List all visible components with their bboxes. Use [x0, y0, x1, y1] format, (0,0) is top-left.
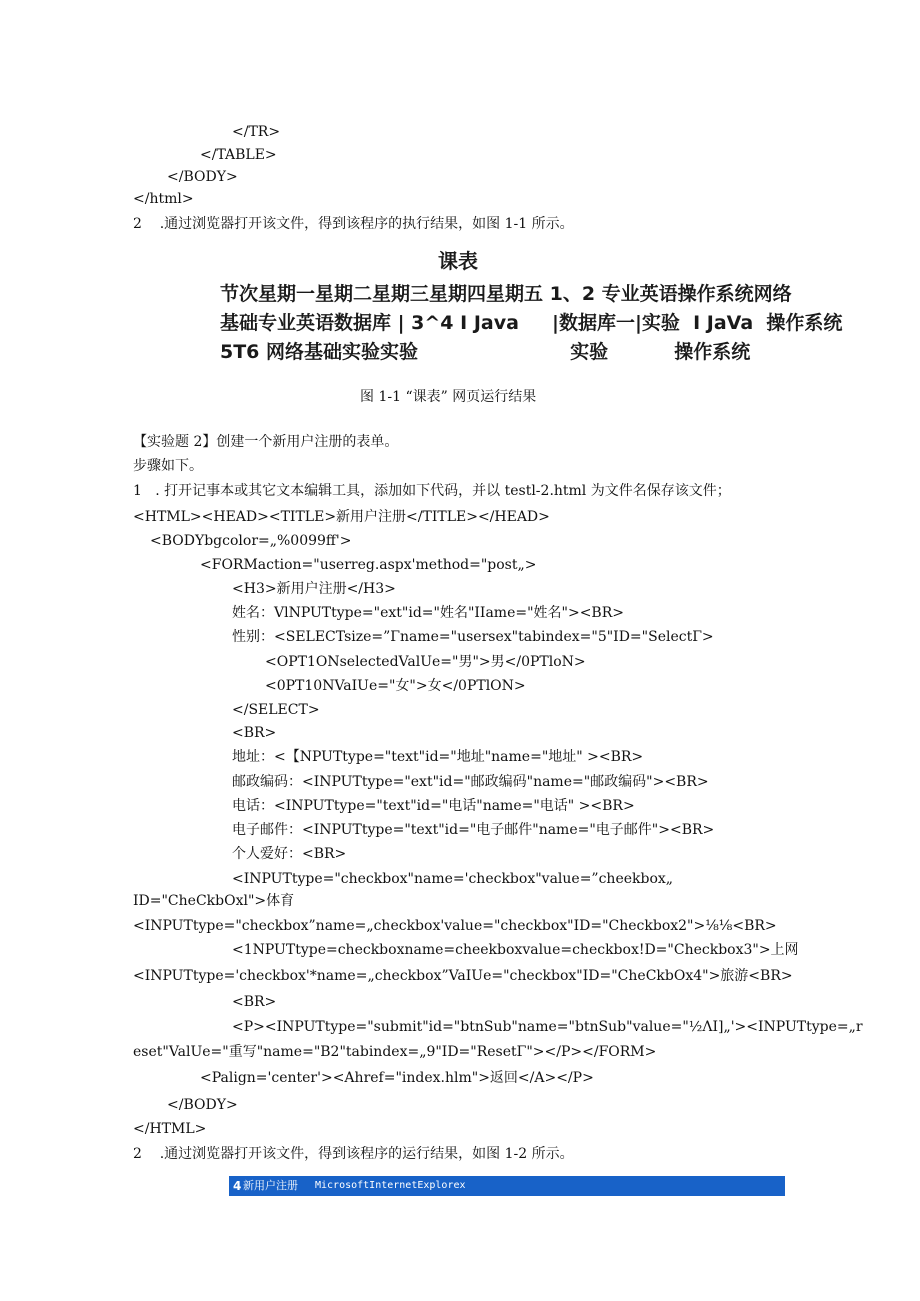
- code-line: <INPUTtype='checkbox'*name=„checkbox”VaIUe="checkbox"ID="CheCkbOx4">旅游<BR>: [133, 968, 793, 984]
- code-line: <HTML><HEAD><TITLE>新用户注册</TITLE></HEAD>: [133, 509, 550, 525]
- browser-window-title: 新用户注册: [243, 1179, 298, 1192]
- code-line: <FORMaction="userreg.aspx'method="post„>: [200, 557, 537, 573]
- ie-window-icon: 4: [233, 1179, 242, 1193]
- code-line: </BODY>: [167, 1097, 238, 1113]
- code-line: <INPUTtype="checkbox”name=„checkbox'value="checkbox"ID="Checkbox2">⅛⅛<BR>: [133, 918, 777, 934]
- code-line: </HTML>: [133, 1121, 207, 1137]
- timetable-row-2: 基础专业英语数据库 | 3^4 I Java |数据库一|实验 I JaVa 操作系统: [220, 312, 843, 334]
- code-line: eset"ValUe="重写"name="B2"tabindex=„9"ID="ResetΓ"></P></FORM>: [133, 1044, 657, 1060]
- step-2-open-browser: 2 .通过浏览器打开该文件，得到该程序的执行结果，如图 1-1 所示。: [133, 216, 574, 232]
- code-line: <OPT1ONselectedValUe="男">男</0PTloN>: [265, 654, 586, 670]
- figure-title: 课表: [438, 249, 478, 273]
- figure-caption: 图 1-1 “课表” 网页运行结果: [360, 389, 537, 405]
- code-line: <BR>: [232, 725, 277, 741]
- code-line: 地址：<【NPUTtype="text"id="地址"name="地址" ><BR>: [232, 749, 644, 765]
- experiment-header: 【实验题 2】创建一个新用户注册的表单。: [133, 434, 399, 450]
- code-line-body-close: </BODY>: [167, 169, 238, 185]
- steps-intro: 步骤如下。: [133, 458, 203, 474]
- step-1-instructions: 1 . 打开记事本或其它文本编辑工具，添加如下代码，并以 testl-2.html 为文件名保存该文件；: [133, 483, 731, 499]
- code-line: <P><INPUTtype="submit"id="btnSub"name="btnSub"value="½ΛI]„'><INPUTtype=„r: [232, 1019, 863, 1035]
- code-line: <0PT10NVaIUe="女">女</0PTlON>: [265, 678, 526, 694]
- code-line: 姓名：VlNPUTtype="ext"id="姓名"IIame="姓名"><BR>: [232, 605, 624, 621]
- browser-app-name: MicrosoftInternetExplorex: [315, 1180, 466, 1191]
- code-line: 电子邮件：<INPUTtype="text"id="电子邮件"name="电子邮件"><BR>: [232, 822, 715, 838]
- code-line: <BR>: [232, 994, 277, 1010]
- code-line: </SELECT>: [232, 702, 320, 718]
- code-line: <Palign='center'><Ahref="index.hlm">返回</A></P>: [200, 1070, 594, 1086]
- code-line: ID="CheCkbOxl">体育: [133, 893, 295, 909]
- code-line: 电话：<INPUTtype="text"id="电话"name="电话" ><BR>: [232, 798, 635, 814]
- step-2-run-result: 2 .通过浏览器打开该文件，得到该程序的运行结果，如图 1-2 所示。: [133, 1146, 574, 1162]
- code-line: <INPUTtype="checkbox"name='checkbox"value=”cheekbox„: [232, 871, 674, 887]
- code-line: 个人爱好：<BR>: [232, 846, 347, 862]
- code-line: <H3>新用户注册</H3>: [232, 581, 396, 597]
- code-line: 邮政编码：<INPUTtype="ext"id="邮政编码"name="邮政编码"><BR>: [232, 774, 709, 790]
- code-line-tr-close: </TR>: [232, 124, 281, 140]
- code-line-table-close: </TABLE>: [200, 147, 277, 163]
- timetable-row-1: 节次星期一星期二星期三星期四星期五 1、2 专业英语操作系统网络: [220, 283, 792, 305]
- browser-title-bar: [229, 1176, 785, 1196]
- code-line-html-close: </html>: [133, 191, 194, 207]
- code-line: 性别：<SELECTsize=”Γname="usersex"tabindex="5"ID="SelectΓ>: [232, 629, 714, 645]
- code-line: <BODYbgcolor=„%0099ff'>: [150, 533, 352, 549]
- code-line: <1NPUTtype=checkboxname=cheekboxvalue=checkbox!D="Checkbox3">上网: [232, 942, 799, 958]
- timetable-row-3: 5T6 网络基础实验实验 实验 操作系统: [220, 341, 751, 363]
